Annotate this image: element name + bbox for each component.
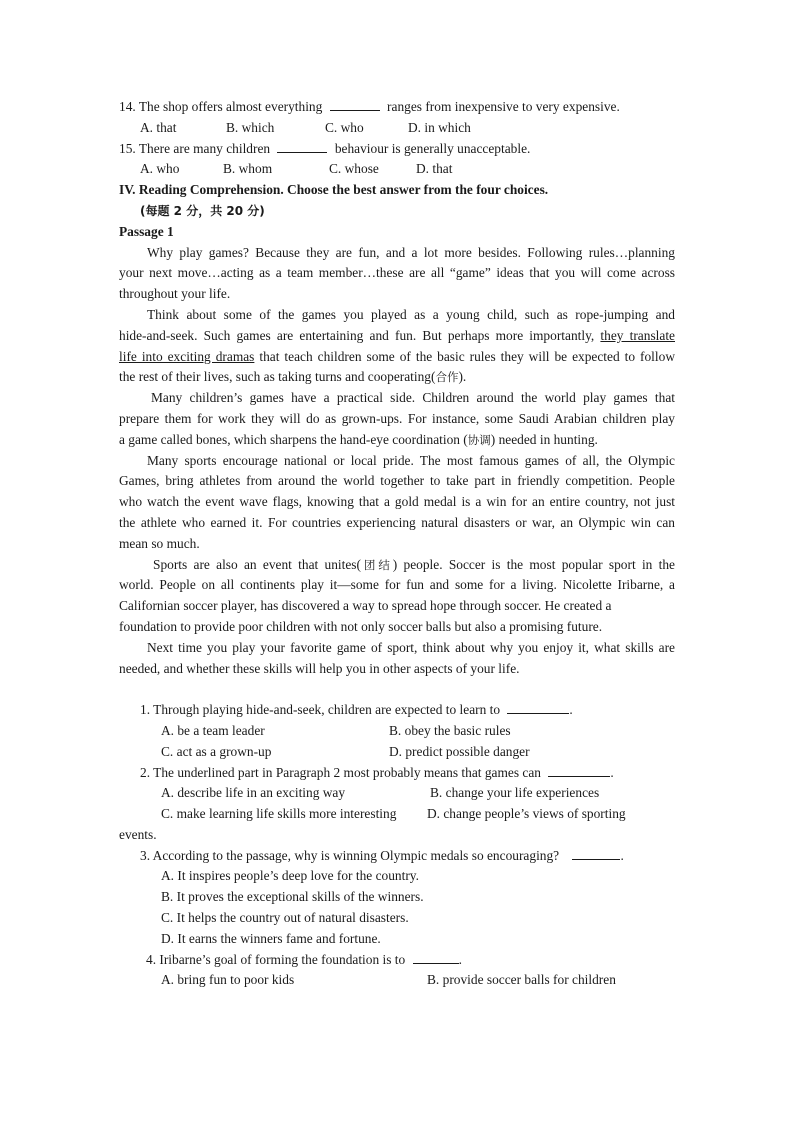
question-stem: There are many children <box>138 140 271 156</box>
option-b[interactable]: B. which <box>226 119 275 135</box>
option-c[interactable]: C. It helps the country out of natural disasters. <box>161 910 409 926</box>
question-1 <box>119 700 675 721</box>
answer-blank[interactable] <box>548 764 610 777</box>
paragraph-line <box>119 347 675 368</box>
paragraph-line: Many children’s games have a practical side. Children around the world play games that <box>151 390 675 406</box>
section-heading: IV. Reading Comprehension. Choose the best answer from the four choices. <box>119 182 549 198</box>
question-stem-end: behaviour is generally unacceptable. <box>334 140 531 156</box>
option-c[interactable]: C. who <box>325 119 364 135</box>
paragraph-4 <box>119 451 675 555</box>
option-d[interactable]: D. change people’s views of sporting <box>427 806 626 822</box>
paragraph-line <box>119 555 675 576</box>
question-4 <box>119 950 675 971</box>
paragraph-line: who watch the event wave flags, knowing that a gold medal is a win for an entire country, not just <box>119 494 675 510</box>
option-d-wrap: events. <box>119 826 157 842</box>
answer-blank[interactable] <box>572 847 620 860</box>
paragraph-line: the athlete who earned it. For countries experiencing natural disasters or war, an Olympic win can <box>119 514 675 530</box>
text: that teach children some of the basic rules they will be expected to follow <box>259 348 675 364</box>
period: . <box>610 764 614 780</box>
passage-title: Passage 1 <box>119 223 174 239</box>
question-1-options-row2 <box>119 742 675 763</box>
period: . <box>458 951 462 967</box>
answer-blank[interactable] <box>277 140 327 153</box>
question-2-options-row1 <box>119 783 675 804</box>
text: ) people. Soccer is the most popular sport in the <box>392 556 675 572</box>
question-stem: 3. According to the passage, why is winning Olympic medals so encouraging? <box>140 847 560 863</box>
answer-blank[interactable] <box>413 951 459 964</box>
question-3 <box>119 846 675 867</box>
question-1-options-row1 <box>119 721 675 742</box>
question-2-options-row2 <box>119 804 675 825</box>
text: hide-and-seek. Such games are entertaining and fun. But perhaps more importantly, <box>119 327 595 343</box>
option-a[interactable]: A. It inspires people’s deep love for the country. <box>161 868 419 884</box>
underlined-text: life into exciting dramas <box>119 348 255 364</box>
option-c[interactable]: C. make learning life skills more interesting <box>161 806 397 822</box>
option-a[interactable]: A. bring fun to poor kids <box>161 972 295 988</box>
paragraph-line: world. People on all continents play it—some for fun and some for a living. Nicolette Iribarne, a <box>119 577 675 593</box>
question-14 <box>119 97 675 118</box>
underlined-text: they translate <box>600 327 675 343</box>
paragraph-6 <box>119 638 675 680</box>
paragraph-line: Games, bring athletes from around the world together to take part in friendly competition. People <box>119 473 675 489</box>
paragraph-line: Why play games? Because they are fun, and a lot more besides. Following rules…planning <box>147 244 675 260</box>
paragraph-5 <box>119 555 675 638</box>
option-a[interactable]: A. describe life in an exciting way <box>161 785 346 801</box>
paragraph-line: prepare them for work they will do as grown-ups. For instance, some Saudi Arabian children play <box>119 410 675 426</box>
option-b[interactable]: B. provide soccer balls for children <box>427 972 616 988</box>
option-b[interactable]: B. whom <box>223 161 273 177</box>
paragraph-line: needed, and whether these skills will help you in other aspects of your life. <box>119 660 520 676</box>
option-b[interactable]: B. obey the basic rules <box>389 722 511 738</box>
question-stem-end: ranges from inexpensive to very expensive. <box>387 99 620 114</box>
option-d[interactable]: D. It earns the winners fame and fortune. <box>161 930 381 946</box>
spacer <box>119 679 675 700</box>
paragraph-line <box>119 367 675 388</box>
score-note-text: (每题 2 分，共 20 分) <box>140 203 265 218</box>
question-number: 15. <box>119 140 136 156</box>
paragraph-line: Californian soccer player, has discovered a way to spread hope through soccer. He created a <box>119 598 612 614</box>
question-stem: 2. The underlined part in Paragraph 2 most probably means that games can <box>140 764 541 780</box>
document-page <box>119 97 675 991</box>
period: . <box>569 702 573 718</box>
paragraph-line <box>119 326 675 347</box>
question-15-options <box>119 159 675 180</box>
option-a[interactable]: A. that <box>140 119 177 135</box>
option-d[interactable]: D. predict possible danger <box>389 743 530 759</box>
option-c[interactable]: C. whose <box>329 161 379 177</box>
option-b[interactable]: B. change your life experiences <box>430 785 600 801</box>
paragraph-1 <box>119 243 675 305</box>
paragraph-line: Think about some of the games you played as a young child, such as rope-jumping and <box>147 306 675 322</box>
paragraph-line: throughout your life. <box>119 286 231 302</box>
question-number: 14. <box>119 99 136 114</box>
option-b[interactable]: B. It proves the exceptional skills of the winners. <box>161 889 424 905</box>
paragraph-line: Many sports encourage national or local pride. The most famous games of all, the Olympic <box>147 452 675 468</box>
question-2 <box>119 763 675 784</box>
chinese-gloss: 协调 <box>467 432 491 447</box>
answer-blank[interactable] <box>330 98 380 111</box>
paragraph-line: foundation to provide poor children with not only soccer balls but also a promising future. <box>119 618 603 634</box>
text: the rest of their lives, such as taking turns and cooperating( <box>119 369 436 385</box>
text: ) needed in hunting. <box>490 431 598 447</box>
period: . <box>620 847 624 863</box>
option-c[interactable]: C. act as a grown-up <box>161 743 272 759</box>
option-a[interactable]: A. be a team leader <box>161 722 265 738</box>
question-stem: 4. Iribarne’s goal of forming the foundation is to <box>146 951 406 967</box>
text: ). <box>458 369 467 385</box>
paragraph-line <box>119 430 675 451</box>
answer-blank[interactable] <box>507 701 569 714</box>
text: Sports are also an event that unites( <box>153 556 361 572</box>
chinese-gloss: 合作 <box>435 370 459 385</box>
question-stem: 1. Through playing hide-and-seek, children are expected to learn to <box>140 702 501 718</box>
question-14-options <box>119 118 675 139</box>
option-d[interactable]: D. in which <box>408 119 471 135</box>
paragraph-line: your next move…acting as a team member…these are all “game” ideas that you will come across <box>119 265 675 281</box>
question-15 <box>119 139 675 160</box>
score-note <box>119 201 675 222</box>
option-a[interactable]: A. who <box>140 161 180 177</box>
paragraph-3 <box>119 388 675 450</box>
paragraph-line: mean so much. <box>119 535 200 551</box>
question-4-options-row1 <box>119 970 675 991</box>
paragraph-2 <box>119 305 675 388</box>
paragraph-line: Next time you play your favorite game of sport, think about why you enjoy it, what skills are <box>147 639 675 655</box>
option-d[interactable]: D. that <box>416 161 453 177</box>
question-stem: The shop offers almost everything <box>138 99 323 114</box>
text: a game called bones, which sharpens the hand-eye coordination ( <box>119 431 468 447</box>
chinese-gloss: 团结 <box>360 557 393 572</box>
